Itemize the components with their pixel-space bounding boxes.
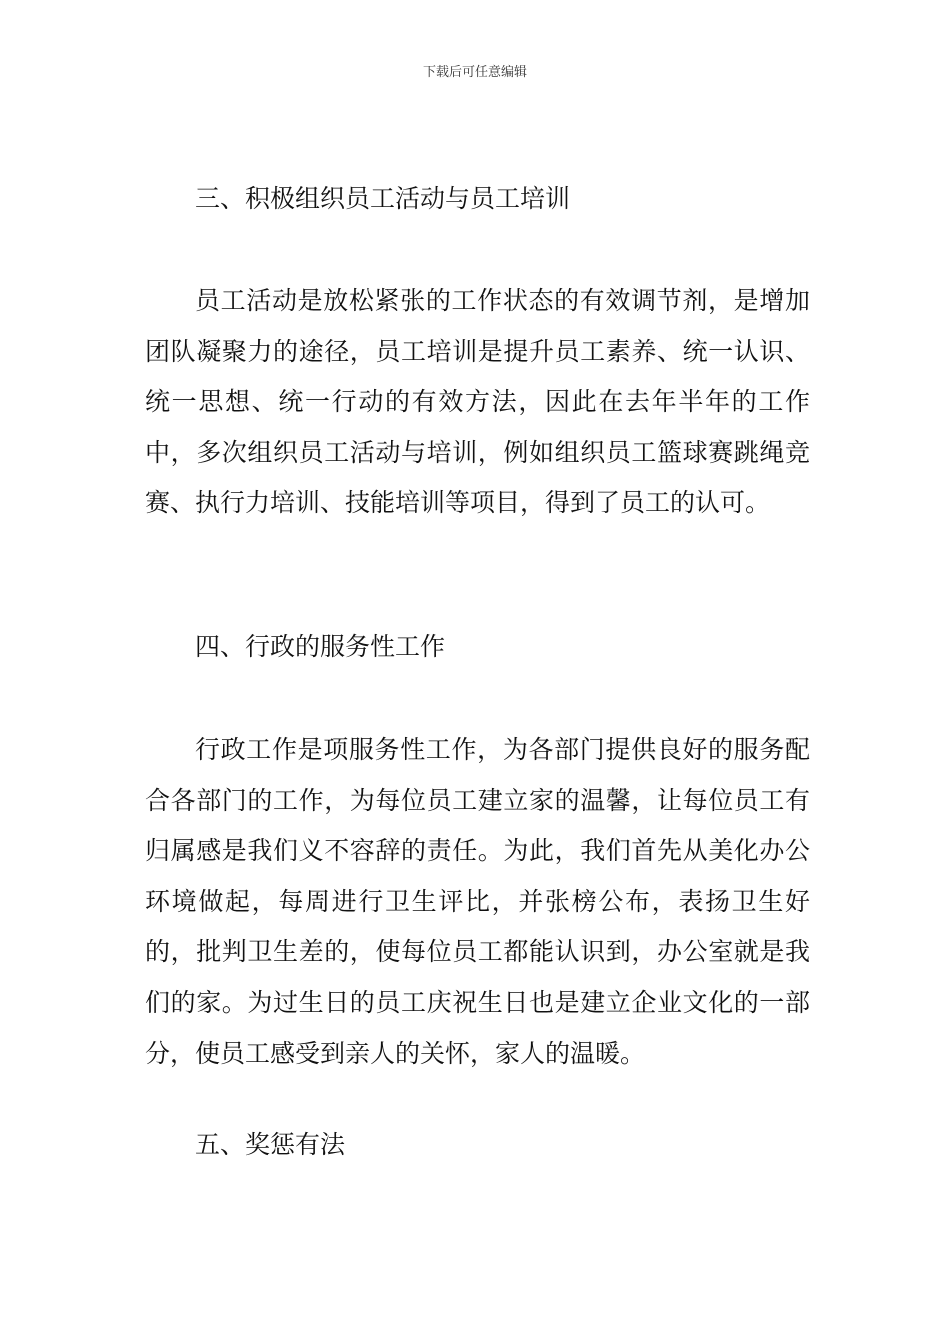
section-heading-4: 四、行政的服务性工作 (195, 632, 446, 661)
page-header-note: 下载后可任意编辑 (422, 65, 527, 80)
section-heading-3: 三、积极组织员工活动与员工培训 (195, 184, 571, 213)
section-heading-5: 五、奖惩有法 (195, 1130, 346, 1159)
section-paragraph-4: 行政工作是项服务性工作，为各部门提供良好的服务配合各部门的工作，为每位员工建立家的温馨，让每位员工有归属感是我们义不容辞的责任。为此，我们首先从美化办公环境做起，每周进行卫生评比，并张榜公布，表扬卫生好的，批判卫生差的，使每位员工都能认识到，办公室就是我们的家。为过生日的员工庆祝生日也是建立企业文化的一部分，使员工感受到亲人的关怀，家人的温暖。 (145, 735, 810, 1068)
section-paragraph-3: 员工活动是放松紧张的工作状态的有效调节剂，是增加团队凝聚力的途径，员工培训是提升员工素养、统一认识、统一思想、统一行动的有效方法，因此在去年半年的工作中，多次组织员工活动与培训，例如组织员工篮球赛跳绳竞赛、执行力培训、技能培训等项目，得到了员工的认可。 (145, 286, 810, 518)
